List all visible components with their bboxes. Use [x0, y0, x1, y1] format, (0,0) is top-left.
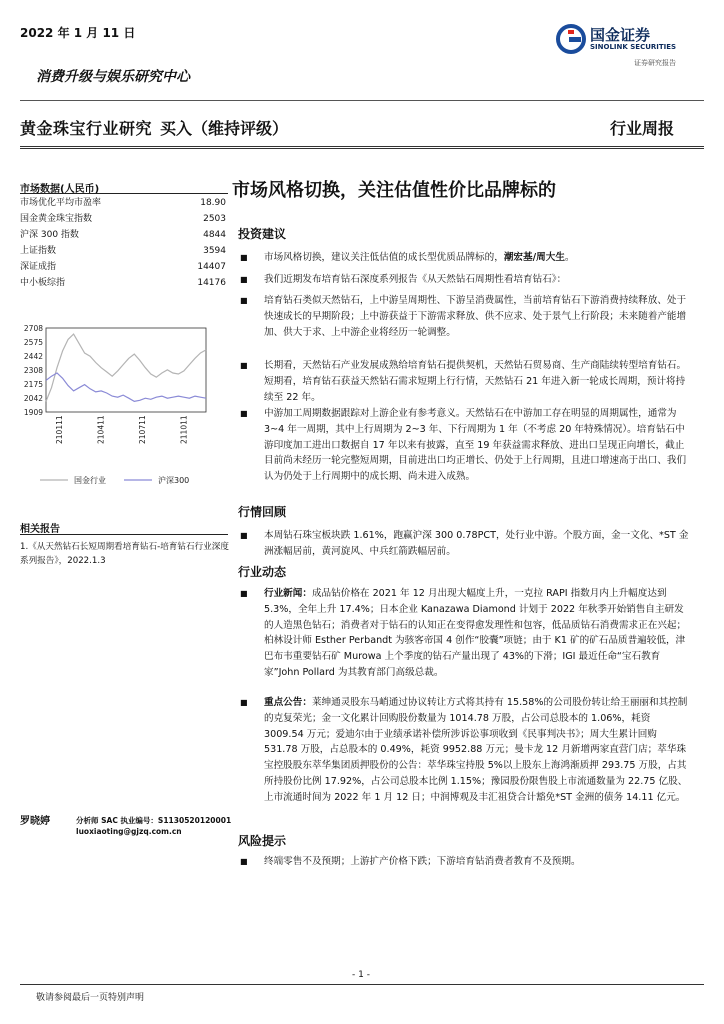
bullet-item: ■ 我们近期发布培育钻石深度系列报告《从天然钻石周期性看培育钻石》： [240, 272, 690, 288]
disclaimer: 敬请参阅最后一页特别声明 [36, 993, 145, 1003]
series-line-0 [46, 334, 206, 401]
market-data-row: 上证指数 3594 [20, 246, 226, 256]
x-tick-label: 210711 [138, 415, 147, 444]
section-risk: 风险提示 [238, 834, 287, 848]
bullet-item: ■ 重点公告：莱绅通灵股东马峭通过协议转让方式将其持有 15.58%的公司股份转让给王丽丽和其控制的克复荣光；金一文化累计回购股份数量为 1014.78 万股，占公司总股本的 1.06%，耗资 3009.54 万元；爱迪尔由于业绩承诺补偿所涉诉讼事项收到《民事判决书》；周大生累计回购 531.78 万股，占总股本的 0.49%，耗资 9952.88 万元；曼卡龙 12 月新增两家直营门店；萃华珠宝控股股东萃华集团质押股份的公告：萃华珠宝持股 5%以上股东上海鸿渐质押 293.75 万股，占其所持股份比例 17.92%，占公司总股本比例 1.15%；豫园股份限售股上市流通数量为 22.75 亿股、上市流通时间为 2022 年 1 月 12 日；中润博观及丰汇祖贷合计豁免*ST 金洲的债务 14.11 亿元。 [240, 697, 688, 803]
market-data-row: 中小板综指 14176 [20, 278, 226, 288]
bullet-item: ■ 终端零售不及预期；上游扩产价格下跌；下游培育钻消费者教育不及预期。 [240, 854, 690, 870]
footer-divider [20, 984, 704, 985]
bullet-item: ■ 培育钻石类似天然钻石，上中游呈周期性、下游呈消费属性，当前培育钻石下游消费持续释放、处于快速成长的早期阶段；上中游获益于下游需求释放、供不应求、处于景气上行阶段；未来随着产能增加、供大于求、上中游企业将经历一轮调整。 [240, 295, 687, 338]
y-tick-label: 2708 [23, 324, 43, 333]
bullet-icon: ■ [240, 361, 248, 370]
x-tick-label: 210411 [96, 415, 106, 444]
bullet-icon: ■ [240, 531, 248, 540]
legend-label-1: 沪深300 [158, 476, 190, 485]
author-email[interactable]: luoxiaoting@gjzq.com.cn [76, 827, 182, 836]
logo-name: 国金证券 [590, 26, 651, 44]
section-investment: 投资建议 [238, 227, 287, 241]
logo-en: SINOLINK SECURITIES [590, 43, 677, 51]
research-center: 消费升级与娱乐研究中心 [36, 69, 190, 85]
logo-mark-icon [556, 24, 586, 54]
author-license: 分析师 SAC 执业编号：S1130520120001 [76, 816, 232, 825]
related-divider [20, 534, 228, 535]
market-data-divider [20, 193, 228, 194]
related-title: 相关报告 [20, 524, 60, 535]
x-tick-label: 210111 [54, 415, 64, 444]
market-data-row: 国金黄金珠宝指数 2503 [20, 214, 226, 224]
plot-frame [46, 328, 206, 412]
bullet-item: ■ 行业新闻：成品钻价格在 2021 年 12 月出现大幅度上升，一克拉 RAPI 指数月内上升幅度达到 5.3%，全年上升 17.4%；日本企业 Kanazawa Diamond 计划于 2022 年秋季开始销售自主研发的人造黑色钻石；消费者对于钻石的认知正在变得愈发理性和包容，低品质钻石消费需求正在兴起；柏林设计师 Esther Perbandt 为骇客帝国 4 创作“胶囊”项链；由于 K1 矿的矿石品质普遍较低，津巴布韦重要钻石矿 Murowa 上个季度的钻石产量出现了 43%的下滑；IGI 最近任命“宝石教育家”John Pollard 为其教育部门高级总裁。 [240, 588, 687, 678]
bullet-item: ■ 长期看，天然钻石产业发展成熟给培育钻石提供契机，天然钻石贸易商、生产商陆续转型培育钻石。短期看，培育钻石获益天然钻石需求短期上行行情，天然钻石 21 年进入新一轮成长周期，预计将持续至 22 年。 [240, 360, 687, 403]
bullet-item: ■ 中游加工周期数据跟踪对上游企业有参考意义。天然钻石在中游加工存在明显的周期属性，通常为 3~4 年一周期，其中上行周期为 2~3 年、下行周期为 1 年（不考虑 20 年特殊情况）。培育钻石中游印度加工进出口数据自 17 年以来有披露，直至 19 年获益需求释放、进出口呈现正向增长，截止目前尚未经历一轮完整短周期，目前进出口均正增长、仍处于上行周期，且进口增速高于出口、我们认为仍处于上行周期中的成长期、尚未进入成熟。 [240, 408, 687, 483]
section-industry-news: 行业动态 [238, 565, 287, 579]
bullet-icon: ■ [240, 275, 248, 284]
author-info [76, 815, 231, 837]
bullet-item: ■ 本周钻石珠宝板块跌 1.61%，跑赢沪深 300 0.78PCT，处行业中游。个股方面，金一文化、*ST 金洲涨幅居前，黄河旋风、中兵红箭跌幅居前。 [240, 530, 689, 557]
header-divider [20, 100, 704, 101]
market-data-row: 深证成指 14407 [20, 262, 226, 272]
index-chart [20, 320, 230, 520]
bullet-icon: ■ [240, 589, 248, 598]
section-market-review: 行情回顾 [238, 505, 287, 519]
report-type: 行业周报 [610, 119, 675, 138]
bullet-icon: ■ [240, 253, 248, 262]
bullet-icon: ■ [240, 698, 248, 707]
market-data-title: 市场数据(人民币) [20, 184, 100, 195]
y-tick-label: 2442 [23, 352, 43, 361]
bullet-item: ■ 市场风格切换，建议关注低估值的成长型优质品牌标的，潮宏基/周大生。 [240, 250, 690, 266]
y-tick-label: 2575 [23, 338, 43, 347]
main-title: 市场风格切换，关注估值性价比品牌标的 [232, 180, 556, 201]
legend-label-0: 国金行业 [74, 476, 106, 485]
bullet-icon: ■ [240, 409, 248, 418]
report-date: 2022 年 1 月 11 日 [20, 26, 136, 40]
header-divider-double [20, 146, 704, 149]
y-tick-label: 2308 [23, 366, 43, 375]
y-tick-label: 2175 [23, 380, 43, 389]
bullet-icon: ■ [240, 857, 248, 866]
bullet-icon: ■ [240, 296, 248, 305]
author-name: 罗晓婷 [20, 816, 50, 827]
related-report-item[interactable]: 1.《从天然钻石长短周期看培育钻石-培育钻石行业深度系列报告》，2022.1.3 [20, 542, 229, 566]
report-headline: 黄金珠宝行业研究 [20, 119, 153, 138]
series-line-1 [46, 373, 206, 401]
logo-sub: 证券研究报告 [634, 59, 676, 67]
page-number: - 1 - [352, 970, 370, 980]
rating: 买入（维持评级） [160, 119, 289, 138]
y-tick-label: 1909 [23, 408, 43, 417]
market-data-row: 沪深 300 指数 4844 [20, 230, 226, 240]
y-tick-label: 2042 [23, 394, 43, 403]
company-logo [556, 20, 696, 72]
x-tick-label: 211011 [179, 415, 189, 444]
market-data-row: 市场优化平均市盈率 18.90 [20, 198, 226, 208]
